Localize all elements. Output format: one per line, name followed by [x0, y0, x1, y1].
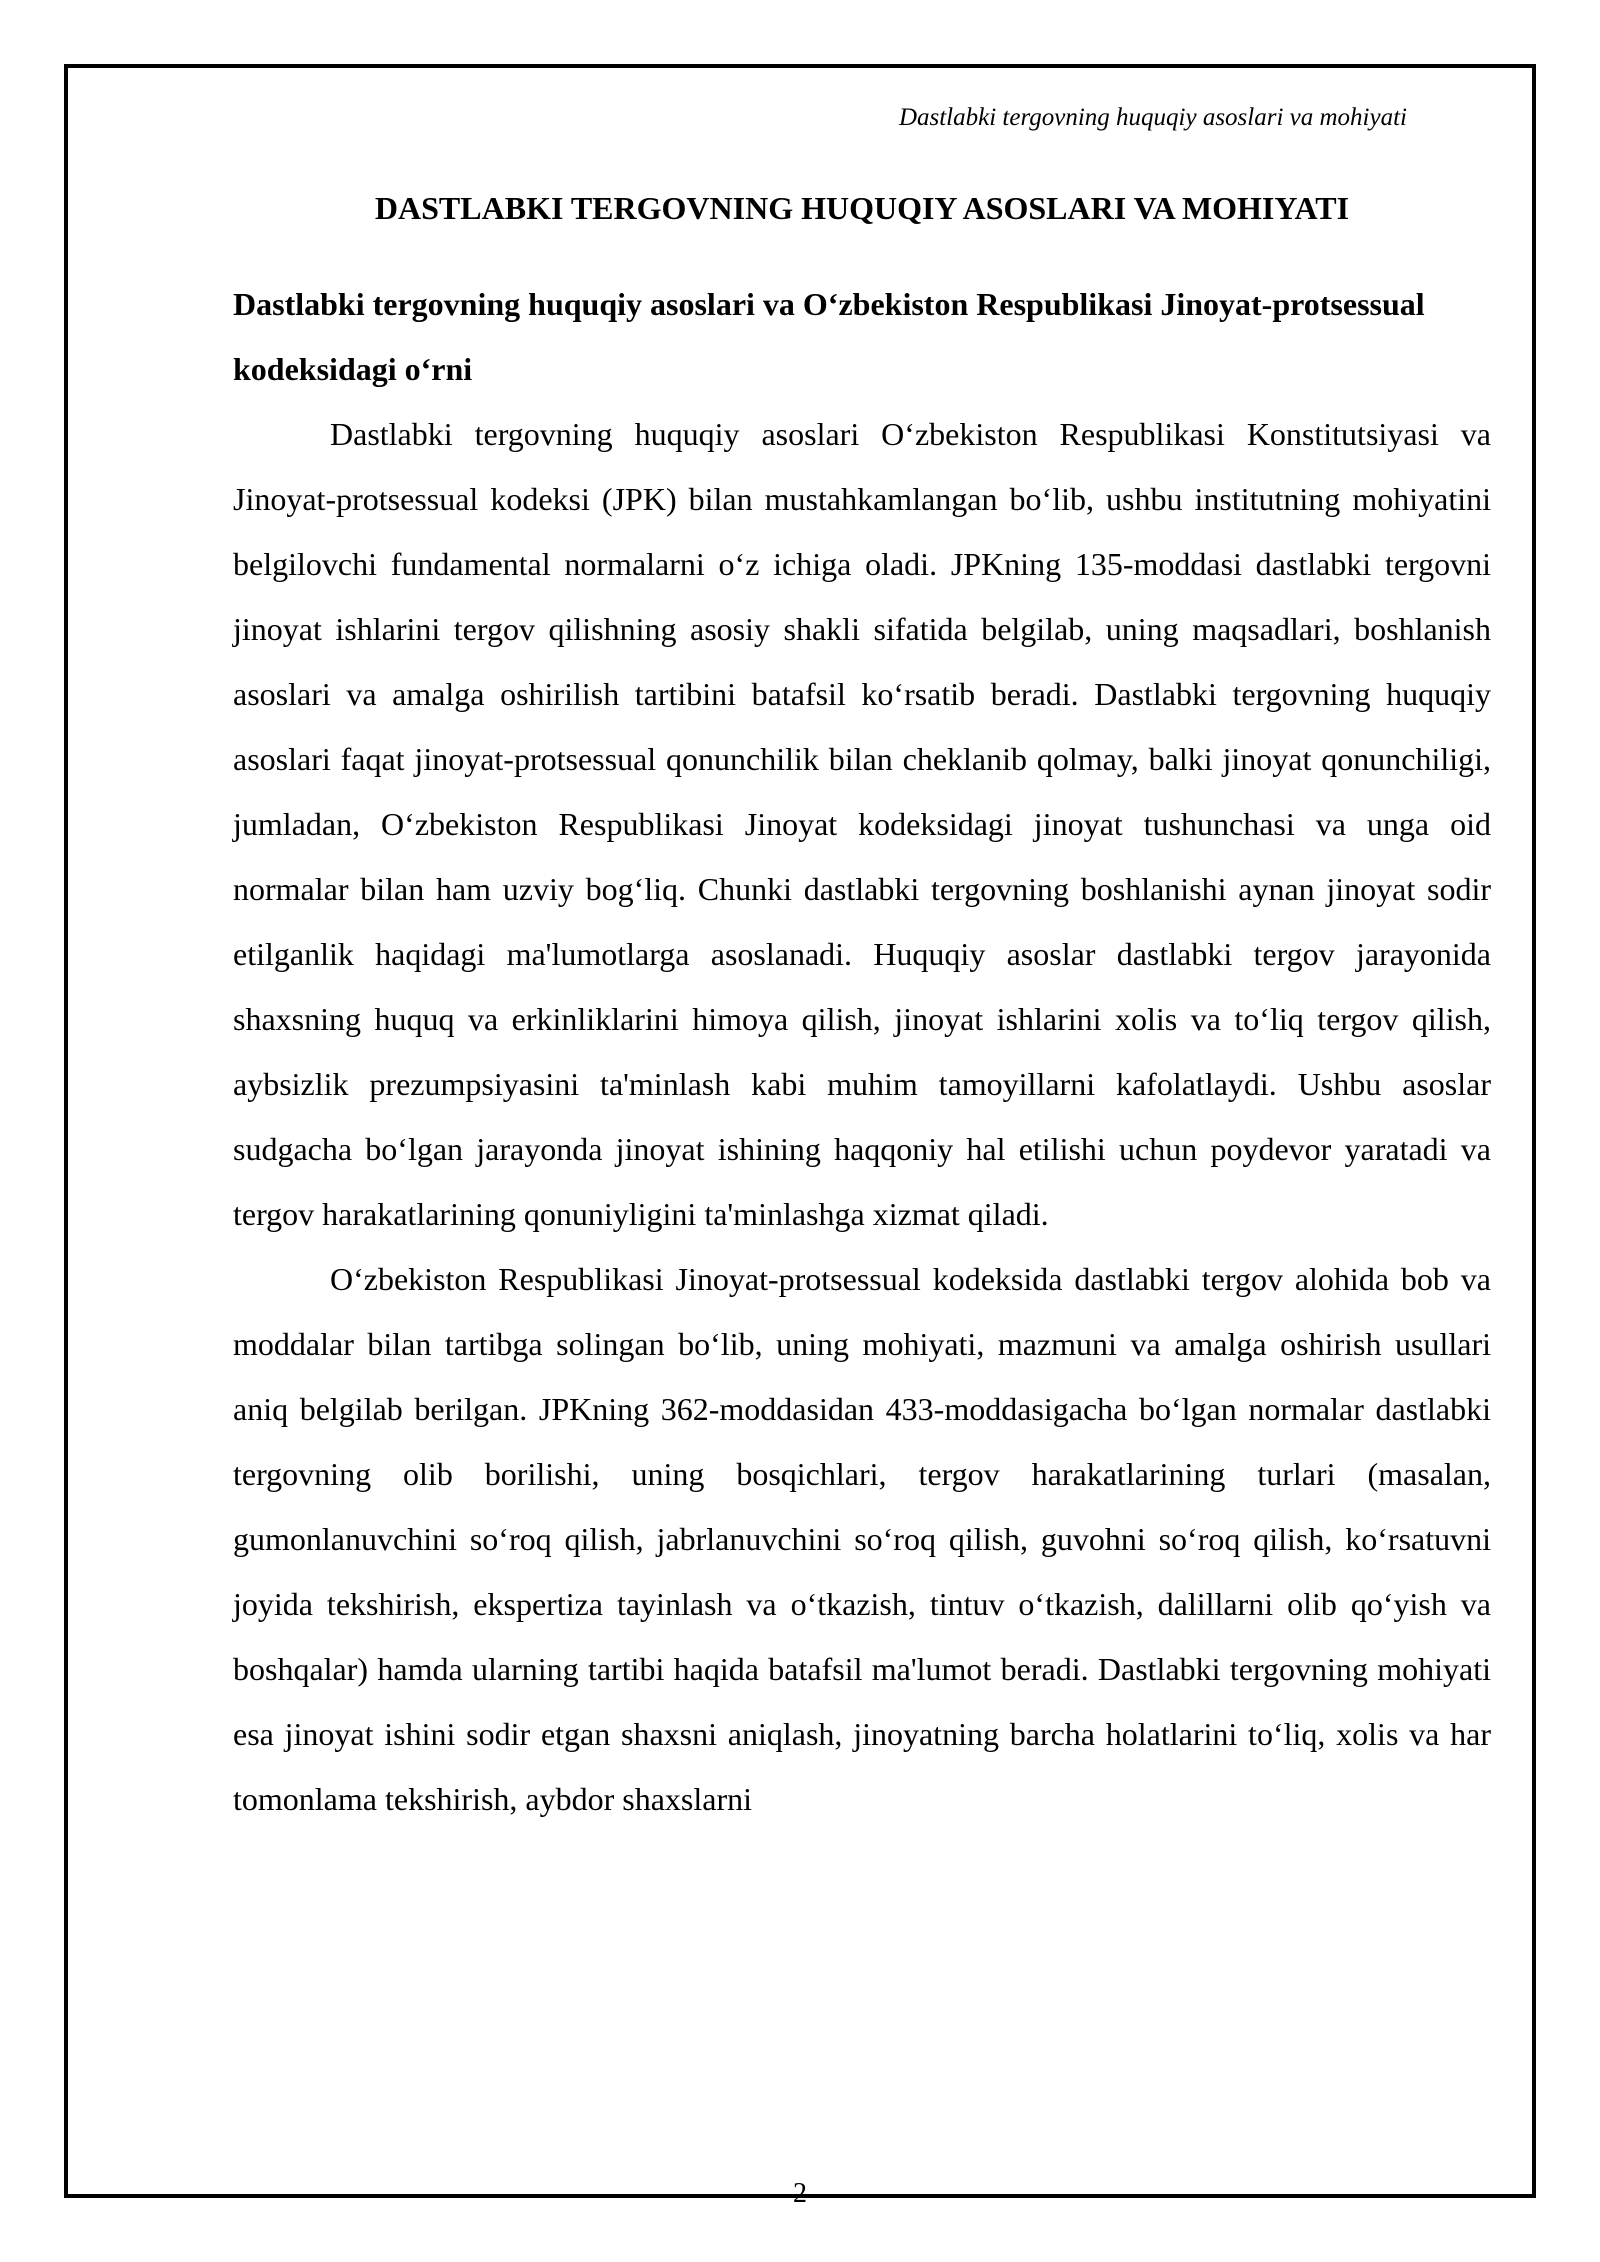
page-content [233, 188, 1491, 1832]
page-number: 2 [793, 2178, 807, 2209]
body-paragraph: Dastlabki tergovning huquqiy asoslari O‘zbekiston Respublikasi Konstitutsiyasi va Jinoyat-protsessual kodeksi (JPK) bilan mustahkamlangan bo‘lib, ushbu institutning mohiyatini belgilovchi fundamental normalarni o‘z ichiga oladi. JPKning 135-moddasi dastlabki tergovni jinoyat ishlarini tergov qilishning asosiy shakli sifatida belgilab, uning maqsadlari, boshlanish asoslari va amalga oshirilish tartibini batafsil ko‘rsatib beradi. Dastlabki tergovning huquqiy asoslari faqat jinoyat-protsessual qonunchilik bilan cheklanib qolmay, balki jinoyat qonunchiligi, jumladan, O‘zbekiston Respublikasi Jinoyat kodeksidagi jinoyat tushunchasi va unga oid normalar bilan ham uzviy bog‘liq. Chunki dastlabki tergovning boshlanishi aynan jinoyat sodir etilganlik haqidagi ma'lumotlarga asoslanadi. Huquqiy asoslar dastlabki tergov jarayonida shaxsning huquq va erkinliklarini himoya qilish, jinoyat ishlarini xolis va to‘liq tergov qilish, aybsizlik prezumpsiyasini ta'minlash kabi muhim tamoyillarni kafolatlaydi. Ushbu asoslar sudgacha bo‘lgan jarayonda jinoyat ishining haqqoniy hal etilishi uchun poydevor yaratadi va tergov harakatlarining qonuniyligini ta'minlashga xizmat qiladi. [233, 415, 1491, 1232]
document-title: DASTLABKI TERGOVNING HUQUQIY ASOSLARI VA MOHIYATI [374, 190, 1350, 226]
page-frame [64, 64, 1536, 2209]
body-paragraph: O‘zbekiston Respublikasi Jinoyat-protsessual kodeksida dastlabki tergov alohida bob va moddalar bilan tartibga solingan bo‘lib, uning mohiyati, mazmuni va amalga oshirish usullari aniq belgilab berilgan. JPKning 362-moddasidan 433-moddasigacha bo‘lgan normalar dastlabki tergovning olib borilishi, uning bosqichlari, tergov harakatlarining turlari (masalan, gumonlanuvchini so‘roq qilish, jabrlanuvchini so‘roq qilish, guvohni so‘roq qilish, ko‘rsatuvni joyida tekshirish, ekspertiza tayinlash va o‘tkazish, tintuv o‘tkazish, dalillarni olib qo‘yish va boshqalar) hamda ularning tartibi haqida batafsil ma'lumot beradi. Dastlabki tergovning mohiyati esa jinoyat ishini sodir etgan shaxsni aniqlash, jinoyatning barcha holatlarini to‘liq, xolis va har tomonlama tekshirish, aybdor shaxslarni [233, 1260, 1491, 1817]
section-title: Dastlabki tergovning huquqiy asoslari va O‘zbekiston Respublikasi Jinoyat-protsessual kodeksidagi o‘rni [233, 285, 1425, 387]
running-header: Dastlabki tergovning huquqiy asoslari va mohiyati [898, 104, 1407, 131]
